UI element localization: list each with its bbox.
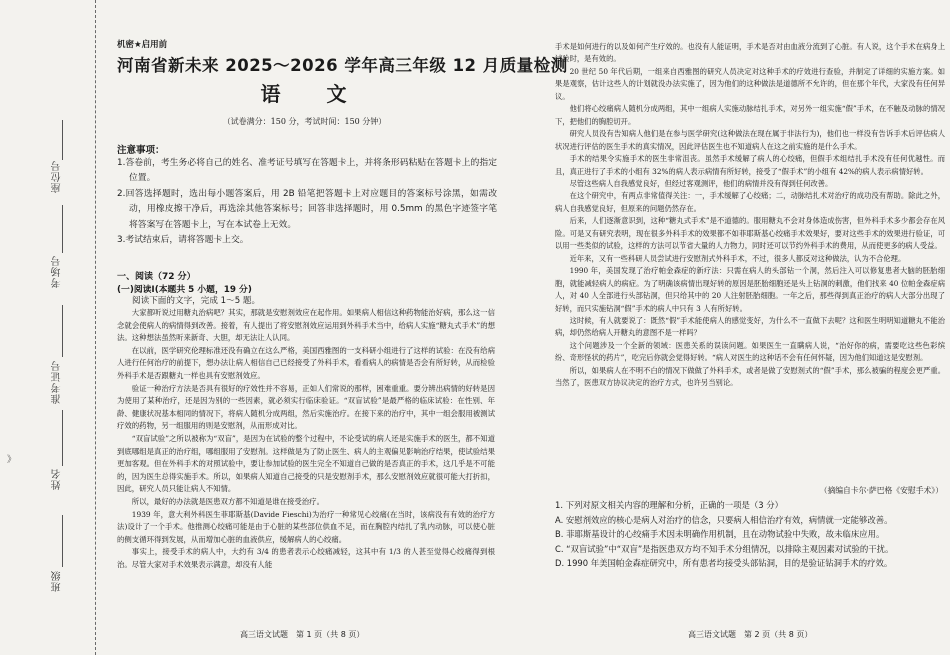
- passage-paragraph: 这个问题涉及一个全新的领域：医患关系的误读问题。如果医生一直瞒病人说，“治好你的病，需要吃这些色彩缤纷、奇形怪状的药片”，吃完后你就会觉得好转。“病人对医生的这种话不会有任何怀疑，因为他们知道这是安慰剂。: [555, 340, 945, 363]
- name-label: 姓名: [52, 468, 63, 490]
- passage-left: [117, 307, 495, 571]
- seat-blank-line: [62, 120, 63, 160]
- section-subheading: (一)阅读Ⅰ(本题共 5 小题，19 分): [117, 285, 252, 295]
- page-footer-right: 高三语文试题 第 2 页（共 8 页）: [688, 630, 813, 639]
- seat-label: 座位号: [52, 160, 63, 193]
- passage-paragraph: 尽管这些病人自我感觉良好，但经过客观测评，他们的病情并没有得到任何改善。: [569, 178, 833, 188]
- passage-paragraph: 1990 年，美国发现了治疗帕金森症的新疗法：只需在病人的头部钻一个洞，然后注入可以修复患者大脑的胚胎细胞，就能减轻病人的病症。为了明确该病情出现好转的原因是胚胎细胞还是头上钻洞的刺激，他们找来 40 位帕金森症病人，对 40 人全部进行头部钻洞，但只给其中的 20 人注射胚胎细胞。一年之后，那些得到真正治疗的病人大部分出现了好转，而只实施钻洞“假”手术的病人中只有 3 人有所好转。: [555, 266, 945, 313]
- subject-title: 语 文: [260, 82, 349, 106]
- passage-paragraph: 近年来，又有一些科研人员尝试进行安慰剂式外科手术，不过，很多人都反对这种做法，认为不合伦理。: [569, 253, 906, 263]
- ticket-label: 准考证号: [52, 360, 63, 404]
- option-c: C. “双盲试验”中“双盲”是指医患双方均不知手术分组情况，以排除主观因素对试验的干扰。: [555, 543, 894, 554]
- passage-paragraph: 手术的结果令实施手术的医生非常沮丧。虽然手术缓解了病人的心绞痛，但假手术组结扎手术没有任何优越性。而且，真正进行了手术的小组有 32%的病人表示病情有所好转，接受了“假手术”的小组有 42%的病人表示病情好转。: [555, 154, 945, 176]
- ticket-blank-line: [62, 305, 63, 357]
- passage-paragraph: 在这个研究中，有两点非常值得关注：一，手术缓解了心绞痛；二，动脉结扎术对治疗的成功没有帮助。除此之外，病人自我感觉良好，但原来的问题仍然存在。: [555, 191, 945, 213]
- passage-paragraph: 他们将心绞痛病人随机分成两组，其中一组病人实施动脉结扎手术，对另外一组实施“假”手术，在不触及动脉的情况下，把他们的胸腔切开。: [555, 104, 945, 126]
- passage-paragraph: 事实上，接受手术的病人中，大约有 3/4 的患者表示心绞痛减轻，这其中有 1/3 的人甚至觉得心绞痛得到根治。尽管大家对手术效果表示满意，却没有人能: [117, 547, 495, 569]
- option-a: A. 安慰剂效应的核心是病人对治疗的信念，只要病人相信治疗有效，病情就一定能够改善。: [555, 514, 893, 525]
- notes-list: [117, 156, 497, 248]
- passage-paragraph: 验证一种治疗方法是否具有很好的疗效性并不容易，正如人们常说的那样，困难重重。要分辨出病情的好转是因为使用了某种治疗，还是因为别的一些因素，就必须实行临床验证。“双盲试验”是最严格的临床试验：在性别、年龄、健康状况基本相同的情况下，将病人随机分成两组，然后实施治疗。在接下来的治疗中，其中一组会服用被测试疗效的药物，另一组服用的则是安慰剂，从而形成对比。: [117, 383, 495, 431]
- section-heading: 一、阅读（72 分）: [117, 272, 196, 282]
- exam-room-blank-line: [62, 205, 63, 253]
- source-citation: （摘编自卡尔·萨巴格《安慰手术》）: [819, 486, 943, 495]
- question-1: [555, 498, 945, 571]
- passage-paragraph: “双盲试验”之所以被称为“双盲”，是因为在试验的整个过程中，不论受试的病人还是实施手术的医生，都不知道到底哪组是真正的治疗组，哪组服用了安慰剂。这样做是为了防止医生、病人的主观偏见影响治疗结果，使试验结果更加客观。但在外科手术的对照试验中，要让参加试验的医生完全不知道自己做的是否真正的手术，这几乎是不可能的，因为医生总得实施手术。所以，如果病人知道自己接受的只是安慰剂手术，那么安慰剂效应就很可能大打折扣，因此，研究人员只能让病人不知情。: [117, 433, 495, 494]
- passage-paragraph: 手术是如何进行的以及如何产生疗效的。也没有人能证明，手术是否对由血液分流到了心脏。有人说，这个手术在病身上试验时，是有效的。: [555, 42, 945, 64]
- class-label: 班级: [52, 570, 63, 592]
- exam-title: 河南省新未来 2025～2026 学年高三年级 12 月质量检测: [117, 56, 568, 75]
- notes-heading: 注意事项：: [117, 145, 165, 156]
- passage-paragraph: 20 世纪 50 年代后期，一组来自西雅图的研究人员决定对这种手术的疗效进行查验，并制定了详细的实施方案。如果是观察，估计这些人的计划就没办法实施了，因为他们的这种做法是道德所不允许的，但在那个年代，大家没有任何异议。: [555, 66, 945, 101]
- question-stem: 1. 下列对原文相关内容的理解和分析，正确的一项是（3 分）: [555, 500, 784, 510]
- confidential-label: 机密★启用前: [117, 40, 168, 50]
- passage-paragraph: 1939 年，意大利外科医生菲耶斯基(Davide Fieschi)为治疗一种常见心绞痛(在当时，该病没有有效的治疗方法)设计了一个手术。他推测心绞痛可能是由于心脏的某些部位供血不足，而在胸腔内结扎了乳内动脉，可以使心脏的侧支循环得到发展，从而增加心脏的血液供应，缓解病人的心绞痛。: [117, 509, 495, 544]
- passage-paragraph: 研究人员没有告知病人他们是在参与医学研究(这种做法在现在属于非法行为)，他们也一样没有告诉手术后评估病人状况进行评估的医生手术的真实情况，因此评估医生也不知道病人在这之前实施的是什么手术。: [555, 129, 945, 151]
- passage-paragraph: 后来，人们逐渐意识到，这种“糖丸式手术”是不道德的。服用糖丸不会对身体造成伤害，但外科手术多少都会存在风险。可是又有研究表明，现在很多外科手术的效果都不如菲耶斯基心绞痛手术效果好，要对这些手术的效果进行验证，可以用一些类似的试验，这样的方法可以节省大量的人力物力，同时还可以节约外科手术的费用，从而使更多的病人受益。: [555, 216, 945, 251]
- exam-room-label: 考场号: [52, 255, 63, 288]
- reading-instruction: 阅读下面的文字，完成 1～5 题。: [132, 296, 261, 306]
- passage-paragraph: 这时候，有人就要说了：既然“假”手术能使病人的感觉变好，为什么不一直做下去呢？这和医生明明知道糖丸不能治病，却仍然给病人开糖丸的意图不是一样吗？: [555, 315, 945, 338]
- class-blank-line: [62, 515, 63, 567]
- note-item: 1.答卷前，考生务必将自己的姓名、准考证号填写在答题卡上，并将条形码粘贴在答题卡上的指定位置。: [117, 158, 497, 184]
- option-d: D. 1990 年美国帕金森症研究中，所有患者均接受头部钻洞，目的是验证钻洞手术的疗效。: [555, 558, 893, 569]
- passage-right: [555, 41, 945, 390]
- passage-paragraph: 在以前，医学研究伦理标准还没有确立在这么严格，美国西雅图的一支科研小组进行了这样的试验：在没有给病人进行任何治疗的前提下，想办法让病人相信自己已经接受了外科手术，看看病人的病情是否会有所好转，从而检验外科手术是否跟糖丸一样也具有安慰剂效应。: [117, 345, 495, 380]
- margin-mark: 》: [7, 455, 17, 465]
- passage-paragraph: 大家都听说过用糖丸治病吧？其实，那就是安慰剂效应在起作用。如果病人相信这种药物能治好病，那么这一信念就会使病人的病情得到改善。接着，有人提出了将安慰剂效应运用到外科手术当中，给病人实施“糖丸式手术”的想法。这种想法虽然听来新奇、大胆，却无法让人认同。: [117, 308, 495, 343]
- note-item: 3.考试结束后，请将答题卡上交。: [117, 235, 249, 246]
- passage-paragraph: 所以，如果病人在不明不白的情况下做做了外科手术，或者是做了安慰剂式的“假”手术，那么被骗的程度会更严重。当然了，医患双方协议决定的治疗方式，也许另当别论。: [555, 365, 945, 388]
- exam-info: （试卷满分：150 分，考试时间：150 分钟）: [222, 117, 387, 126]
- option-b: B. 菲耶斯基设计的心绞痛手术因未明确作用机制，且在动物试验中失败，故未临床应用。: [555, 529, 885, 540]
- page-footer-left: 高三语文试题 第 1 页（共 8 页）: [240, 630, 365, 639]
- name-blank-line: [62, 410, 63, 466]
- binding-fold-line: [95, 0, 96, 655]
- note-item: 2.回答选择题时，选出每小题答案后，用 2B 铅笔把答题卡上对应题目的答案标号涂黑，如需改动，用橡皮擦干净后，再选涂其他答案标号；回答非选择题时，用 0.5mm 的黑色字迹签字笔将答案写在答题卡上，写在本试卷上无效。: [117, 188, 497, 230]
- passage-paragraph: 所以，最好的办法就是医患双方都不知道是谁在接受治疗。: [131, 496, 324, 506]
